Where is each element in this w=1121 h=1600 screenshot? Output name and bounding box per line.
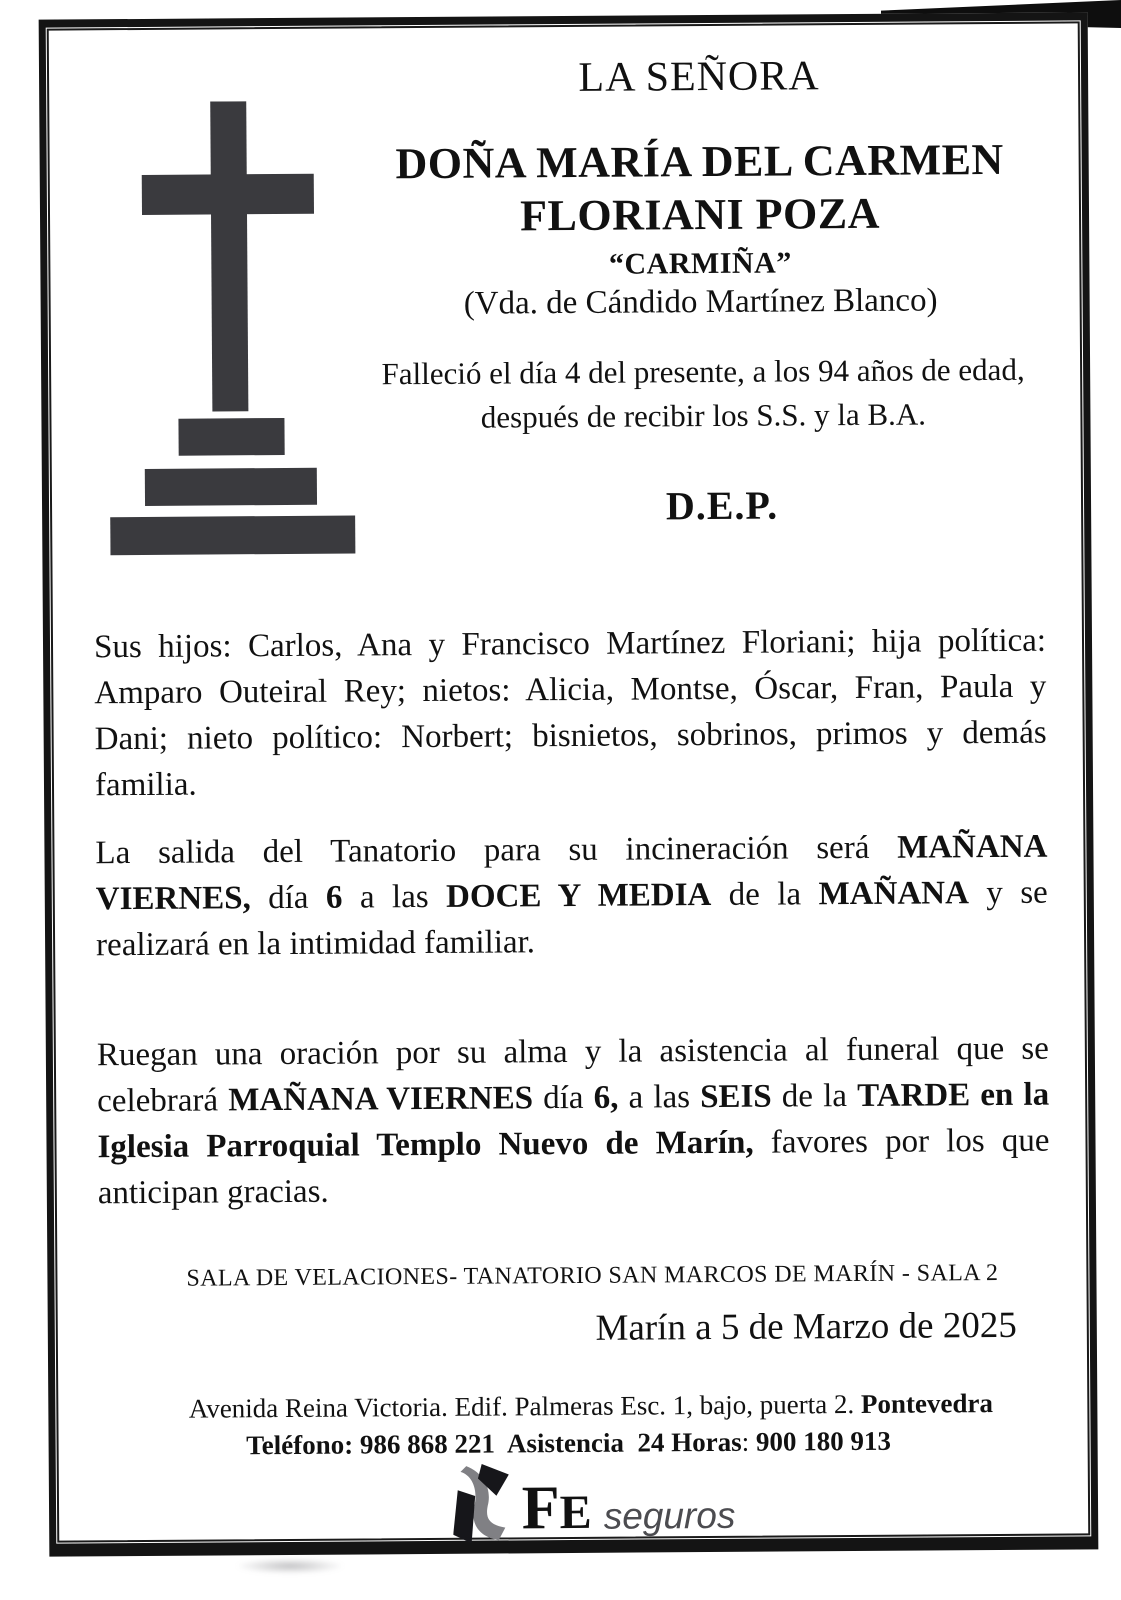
text-segment: Pontevedra xyxy=(860,1388,994,1419)
logo-letter-f: F xyxy=(521,1474,560,1543)
text-segment: DOCE Y MEDIA xyxy=(445,877,712,915)
funeral-home-address xyxy=(88,1387,1093,1425)
dep-abbreviation: D.E.P. xyxy=(665,482,779,529)
text-segment: MAÑANA VIERNES xyxy=(228,1080,534,1119)
text-segment: MAÑANA VIERNES, xyxy=(95,828,1048,918)
text-segment: favores por los que anticipan gracias. xyxy=(97,1122,1050,1212)
death-notice: Falleció el día 4 del presente, a los 94 años de edad, después de recibir los S.S. y la B.A. xyxy=(381,351,1025,435)
wake-venue-line: SALA DE VELACIONES- TANATORIO SAN MARCOS DE MARÍN - SALA 2 xyxy=(186,1260,999,1292)
text-segment: Ruegan una oración por su alma y la asistencia al funeral que se celebrará xyxy=(96,1030,1049,1120)
logo-tagline: seguros xyxy=(603,1494,736,1537)
text-segment: de la xyxy=(711,876,819,914)
mourning-border-frame xyxy=(39,12,1099,1556)
funeral-paragraph xyxy=(97,1026,1050,1217)
text-segment: a las xyxy=(618,1079,701,1116)
logo-wordmark xyxy=(521,1474,592,1543)
cross-horizontal-beam xyxy=(142,174,314,215)
text-segment: 6, xyxy=(593,1079,619,1116)
phone-line xyxy=(59,1424,1079,1462)
cross-base-step-1 xyxy=(178,418,284,456)
fe-seguros-logo-mark-icon xyxy=(452,1463,509,1543)
cremation-paragraph xyxy=(95,824,1048,969)
text-segment: MAÑANA xyxy=(818,875,970,913)
family-paragraph: Sus hijos: Carlos, Ana y Francisco Martínez Floriani; hija política: Amparo Outeiral Rey; nietos: Alicia, Montse, Óscar, Fran, Paula y Dani; nieto político: Norbert; bisnietos, sobrinos, primos y demás familia. xyxy=(93,622,1047,804)
text-segment: 900 180 913 xyxy=(755,1425,892,1457)
text-segment: y se realizará en la intimidad familiar. xyxy=(95,874,1048,964)
text-segment: SEIS xyxy=(700,1078,772,1116)
text-segment: Avenida Reina Victoria. Edif. Palmeras Esc. 1, bajo, puerta 2. xyxy=(188,1388,862,1424)
scan-smudge xyxy=(235,1558,345,1574)
logo-bottom-bar-shape xyxy=(453,1490,476,1543)
text-segment: La salida del Tanatorio para su incineración será xyxy=(95,829,898,872)
cross-vertical-beam xyxy=(210,101,248,411)
place-date-line: Marín a 5 de Marzo de 2025 xyxy=(595,1304,1017,1349)
mourning-border-inner-line xyxy=(47,21,1091,1542)
fe-seguros-logo xyxy=(94,1459,1095,1542)
text-segment: de la xyxy=(771,1077,858,1115)
text-segment: Teléfono: 986 868 221 xyxy=(246,1428,508,1461)
text-segment: día xyxy=(250,879,327,917)
text-segment: 6 xyxy=(325,879,343,916)
text-segment: día xyxy=(532,1079,594,1117)
deceased-nickname: “CARMIÑA” xyxy=(608,246,792,281)
deceased-name-line1: DOÑA MARÍA DEL CARMEN xyxy=(395,134,1004,189)
logo-letter-e: E xyxy=(559,1485,592,1540)
cross-base-step-2 xyxy=(145,468,317,506)
text-segment: Asistencia 24 Horas xyxy=(506,1426,742,1459)
text-segment: TARDE en la Iglesia Parroquial Templo Nuevo de Marín, xyxy=(97,1076,1050,1166)
text-segment: : xyxy=(741,1426,757,1457)
text-segment: a las xyxy=(342,878,447,916)
deceased-name-line2: FLORIANI POZA xyxy=(519,188,881,241)
header-title: LA SEÑORA xyxy=(578,53,820,101)
widow-of-line: (Vda. de Cándido Martínez Blanco) xyxy=(463,282,938,322)
cross-base-step-3 xyxy=(110,515,355,555)
